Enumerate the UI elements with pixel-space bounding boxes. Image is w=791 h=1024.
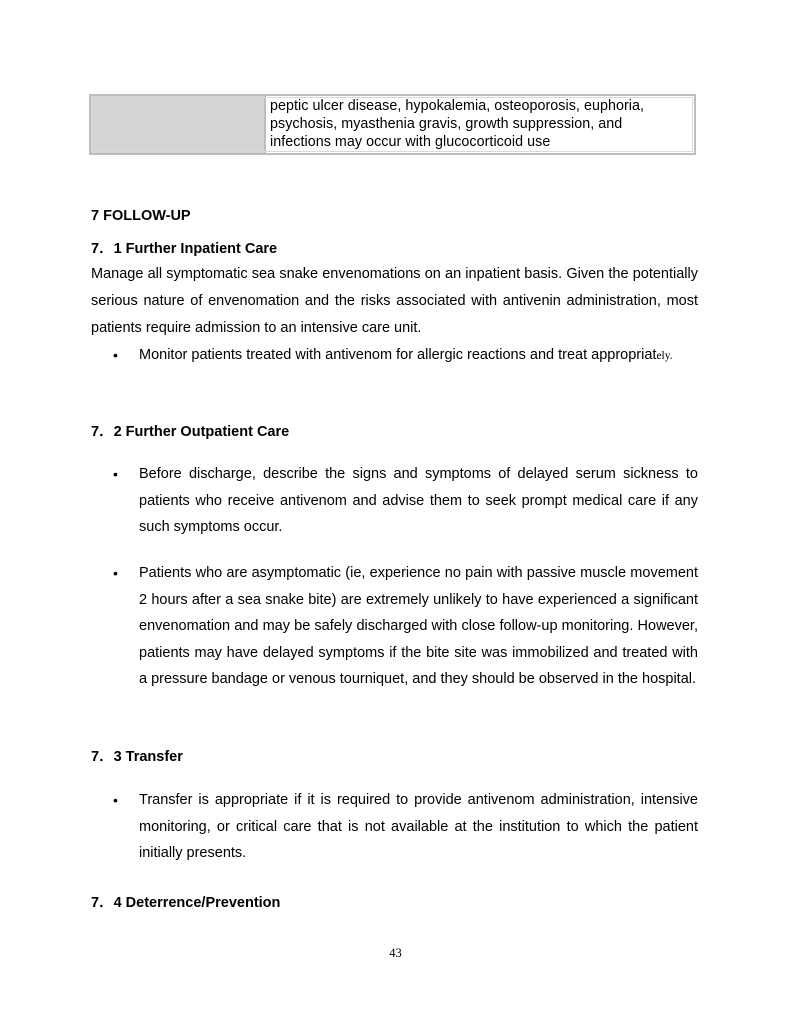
bullet-icon: • bbox=[113, 347, 118, 363]
list-item-text: Transfer is appropriate if it is required to provide antivenom administration, intensive monitoring, or critical care that is not available at the institution to which the patient initially presents. bbox=[139, 792, 698, 861]
list-item bbox=[113, 560, 698, 693]
list-item-text: Patients who are asymptomatic (ie, experience no pain with passive muscle movement 2 hours after a sea snake bite) are extremely unlikely to have experienced a significant envenomation and may be safely discharged with close follow-up monitoring. However, patients may have delayed symptoms if the bite site was immobilized and treated with a pressure bandage or venous tourniquet, and they should be observed in the hospital. bbox=[139, 565, 698, 687]
subsection-heading-outpatient: 7．2 Further Outpatient Care bbox=[91, 424, 290, 440]
table-text-line: peptic ulcer disease, hypokalemia, osteoporosis, euphoria, bbox=[270, 98, 645, 114]
bullet-icon: • bbox=[113, 565, 118, 581]
table-text-line: psychosis, myasthenia gravis, growth suppression, and bbox=[270, 116, 623, 132]
table-left-cell bbox=[91, 96, 266, 153]
list-item bbox=[113, 342, 698, 370]
page-number: 43 bbox=[389, 946, 402, 960]
table-text-line: infections may occur with glucocorticoid use bbox=[270, 134, 551, 150]
list-item-text: Before discharge, describe the signs and symptoms of delayed serum sickness to patients who receive antivenom and advise them to seek prompt medical care if any such symptoms occur. bbox=[139, 466, 698, 535]
inpatient-paragraph: Manage all symptomatic sea snake envenomations on an inpatient basis. Given the potentially serious nature of envenomation and the risks associated with antivenin administration, most patients require admission to an intensive care unit. bbox=[91, 266, 698, 336]
section-title: 7 FOLLOW-UP bbox=[91, 208, 191, 224]
bullet-icon: • bbox=[113, 466, 118, 482]
list-item bbox=[113, 461, 698, 541]
bullet-icon: • bbox=[113, 792, 118, 808]
list-item bbox=[113, 787, 698, 867]
list-item-text: Monitor patients treated with antivenom for allergic reactions and treat appropriately. bbox=[139, 347, 673, 363]
table-fragment bbox=[89, 94, 696, 155]
subsection-heading-inpatient: 7．1 Further Inpatient Care bbox=[91, 241, 278, 257]
subsection-heading-transfer: 7．3 Transfer bbox=[91, 749, 183, 765]
table-right-cell bbox=[266, 96, 694, 153]
subsection-heading-prevention: 7．4 Deterrence/Prevention bbox=[91, 895, 281, 911]
